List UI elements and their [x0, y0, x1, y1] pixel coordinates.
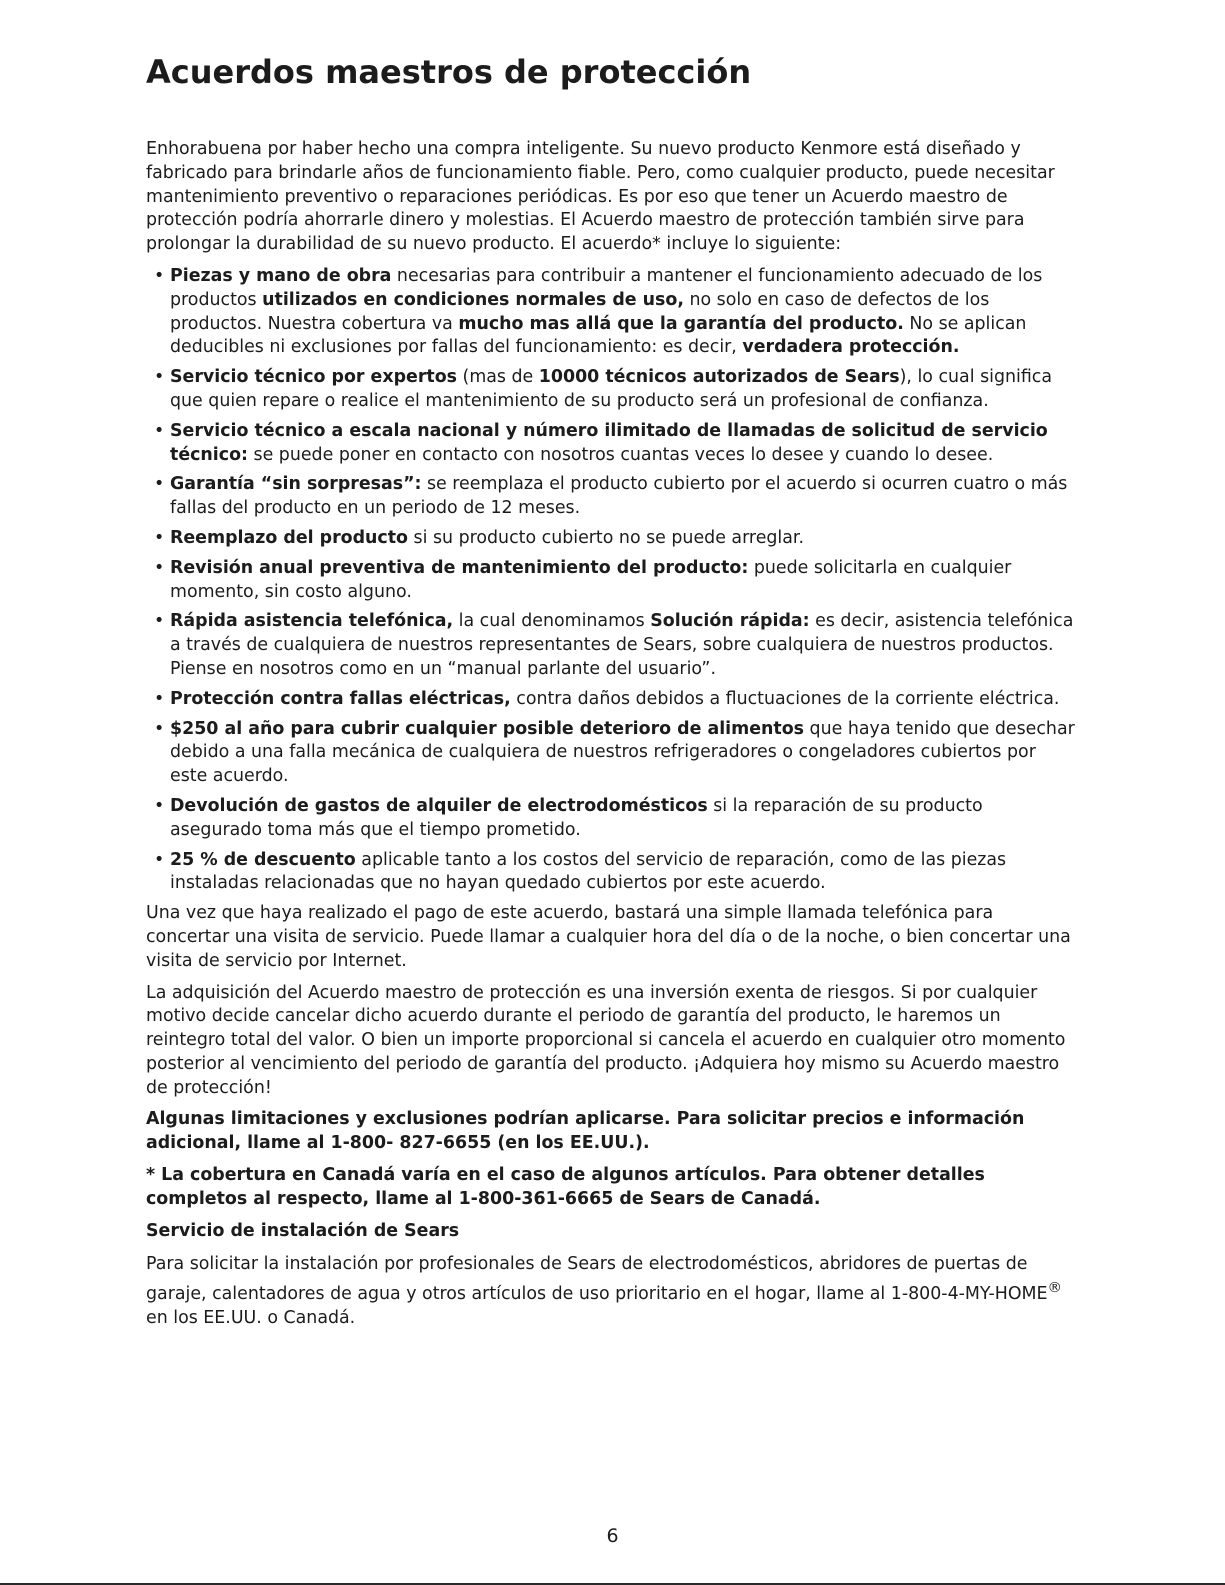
benefit-text: se reemplaza el producto cubierto por el acuerdo si ocurren cuatro o más fallas del producto en un periodo de 12 meses.: [170, 474, 1068, 519]
benefit-item: [146, 610, 1078, 681]
risk-free-paragraph: La adquisición del Acuerdo maestro de protección es una inversión exenta de riesgos. Si por cualquier motivo decide cancelar dicho acuerdo durante el periodo de garantía del producto, le haremos un reintegro total del valor. O bien un importe proporcional si cancela el acuerdo en cualquier otro momento posterior al vencimiento del periodo de garantía del producto. ¡Adquiera hoy mismo su Acuerdo maestro de protección!: [146, 982, 1066, 1098]
benefit-text: contra daños debidos a fluctuaciones de la corriente eléctrica.: [510, 688, 1060, 709]
benefit-text: necesarias para contribuir a mantener el funcionamiento adecuado de los productos: [170, 265, 1043, 310]
benefit-bold-text: mucho mas allá que la garantía del producto.: [458, 313, 904, 334]
bullet-icon: •: [154, 611, 165, 632]
benefit-bold-text: $250 al año para cubrir cualquier posible deterioro de alimentos: [170, 718, 805, 739]
benefit-text: puede solicitarla en cualquier momento, sin costo alguno.: [170, 557, 1012, 602]
benefit-text: ), lo cual significa que quien repare o realice el mantenimiento de su producto será un profesional de confianza.: [170, 367, 1053, 411]
benefit-text: la cual denominamos: [453, 611, 651, 632]
bullet-icon: •: [154, 688, 165, 709]
benefit-item: [146, 420, 1078, 468]
benefit-item: [146, 527, 1078, 551]
install-heading: Servicio de instalación de Sears: [146, 1220, 460, 1241]
benefit-text: es decir, asistencia telefónica a través de cualquiera de nuestros representantes de Sears, sobre cualquiera de nuestros productos. Piense en nosotros como en un “manual parlante del usuario”.: [170, 611, 1074, 679]
benefit-item: [146, 849, 1078, 897]
benefit-bold-text: Servicio técnico por expertos: [170, 367, 458, 388]
benefit-bold-text: verdadera protección.: [742, 337, 960, 358]
registered-mark: ®: [1047, 1280, 1063, 1297]
install-text-end: en los EE.UU. o Canadá.: [146, 1307, 356, 1328]
benefit-bold-text: Reemplazo del producto: [170, 527, 409, 548]
bullet-icon: •: [154, 420, 165, 441]
benefit-text: No se aplican deducibles ni exclusiones por fallas del funcionamiento: es decir,: [170, 313, 1027, 358]
benefit-item: [146, 557, 1078, 605]
benefit-bold-text: utilizados en condiciones normales de uso,: [262, 289, 684, 310]
limitations-paragraph: Algunas limitaciones y exclusiones podrían aplicarse. Para solicitar precios e información adicional, llame al 1-800- 827-6655 (en los EE.UU.).: [146, 1109, 1025, 1154]
benefit-bold-text: Servicio técnico a escala nacional y número ilimitado de llamadas de solicitud de servicio técnico:: [170, 420, 1048, 465]
bullet-icon: •: [154, 849, 165, 870]
benefit-item: [146, 795, 1078, 843]
benefit-text: que haya tenido que desechar debido a una falla mecánica de cualquiera de nuestros refrigeradores o congeladores cubiertos por este acuerdo.: [170, 718, 1075, 787]
bullet-icon: •: [154, 265, 165, 286]
benefit-bold-text: Revisión anual preventiva de mantenimiento del producto:: [170, 557, 749, 578]
benefit-item: [146, 265, 1078, 360]
bullet-icon: •: [154, 474, 165, 495]
intro-paragraph: Enhorabuena por haber hecho una compra inteligente. Su nuevo producto Kenmore está diseñado y fabricado para brindarle años de funcionamiento fiable. Pero, como cualquier producto, puede necesitar mantenimiento preventivo o reparaciones periódicas. Es por eso que tener un Acuerdo maestro de protección podría ahorrarle dinero y molestias. El Acuerdo maestro de protección también sirve para prolongar la durabilidad de su nuevo producto. El acuerdo* incluye lo siguiente:: [146, 139, 1055, 255]
benefit-item: [146, 718, 1078, 789]
benefit-item: [146, 366, 1078, 414]
benefit-bold-text: Rápida asistencia telefónica,: [170, 611, 454, 632]
page-number: 6: [606, 1525, 619, 1547]
bullet-icon: •: [154, 527, 165, 548]
benefit-text: (mas de: [457, 367, 539, 388]
benefit-item: [146, 473, 1078, 521]
benefit-bold-text: Garantía “sin sorpresas”:: [170, 474, 422, 495]
benefits-list: [146, 265, 1078, 896]
benefit-bold-text: Devolución de gastos de alquiler de electrodomésticos: [170, 795, 708, 816]
benefit-text: si su producto cubierto no se puede arreglar.: [408, 527, 804, 548]
install-text: Para solicitar la instalación por profesionales de Sears de electrodomésticos, abridores de puertas de garaje, calentadores de agua y otros artículos de uso prioritario en el hogar, llame al 1-800-4-MY-HOME: [146, 1254, 1048, 1305]
benefit-text: se puede poner en contacto con nosotros cuantas veces lo desee y cuando lo desee.: [247, 444, 994, 465]
benefit-bold-text: Solución rápida:: [650, 611, 810, 632]
benefit-item: [146, 688, 1078, 712]
bullet-icon: •: [154, 557, 165, 578]
canada-note: * La cobertura en Canadá varía en el caso de algunos artículos. Para obtener detalles completos al respecto, llame al 1-800-361-6665 de Sears de Canadá.: [146, 1165, 985, 1209]
bullet-icon: •: [154, 718, 165, 739]
benefit-text: no solo en caso de defectos de los productos. Nuestra cobertura va: [170, 289, 990, 334]
benefit-bold-text: 10000 técnicos autorizados de Sears: [538, 367, 900, 388]
after-payment-paragraph: Una vez que haya realizado el pago de este acuerdo, bastará una simple llamada telefónica para concertar una visita de servicio. Puede llamar a cualquier hora del día o de la noche, o bien concertar una visita de servicio por Internet.: [146, 903, 1071, 971]
bullet-icon: •: [154, 367, 165, 388]
benefit-bold-text: Piezas y mano de obra: [170, 265, 392, 286]
benefit-bold-text: 25 % de descuento: [170, 849, 356, 870]
install-paragraph: [146, 1253, 1078, 1330]
page-title: Acuerdos maestros de protección: [146, 53, 752, 91]
document-page: [146, 52, 1078, 1339]
benefit-text: si la reparación de su producto asegurado toma más que el tiempo prometido.: [170, 795, 983, 840]
benefit-text: aplicable tanto a los costos del servicio de reparación, como de las piezas instaladas relacionadas que no hayan quedado cubiertos por este acuerdo.: [170, 849, 1007, 894]
benefit-bold-text: Protección contra fallas eléctricas,: [170, 688, 511, 709]
bullet-icon: •: [154, 795, 165, 816]
